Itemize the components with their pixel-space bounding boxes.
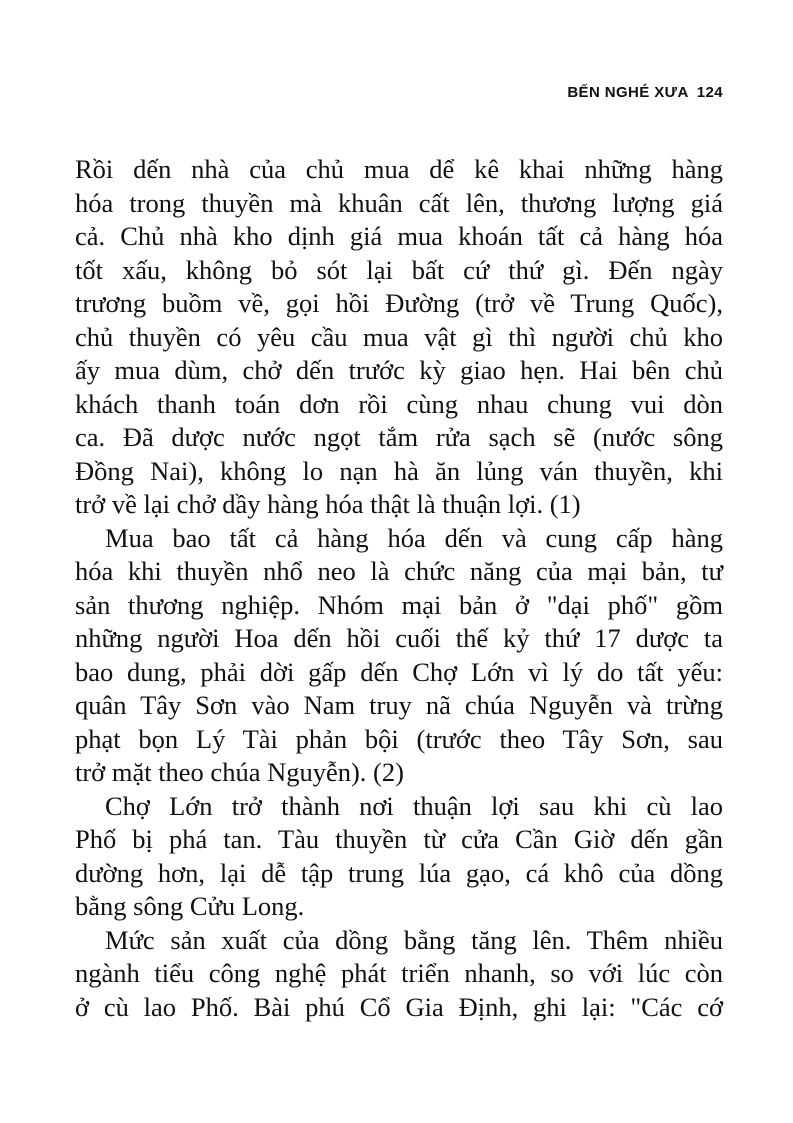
paragraph-1-line: ca. Đã dược nước ngọt tắm rửa sạch sẽ (nước sông	[75, 422, 723, 452]
body-text	[75, 153, 723, 1024]
paragraph-3-line: Chợ Lớn trở thành nơi thuận lợi sau khi cù lao	[105, 790, 723, 821]
paragraph-2-line: sản thương nghiệp. Nhóm mại bản ở "dại phố" gồm	[75, 589, 723, 620]
paragraph-4-line: ở cù lao Phố. Bài phú Cổ Gia Định, ghi lại: "Các cớ	[75, 991, 723, 1022]
paragraph-2-line: những người Hoa dến hồi cuối thế kỷ thứ 17 dược ta	[75, 623, 723, 653]
paragraph-2-line: phạt bọn Lý Tài phản bội (trước theo Tây Sơn, sau	[75, 723, 723, 754]
paragraph-3-line: bằng sông Cửu Long.	[75, 891, 305, 921]
paragraph-2-line: quân Tây Sơn vào Nam truy nã chúa Nguyễn và trừng	[75, 690, 723, 720]
paragraph-1-line: tốt xấu, không bỏ sót lại bất cứ thứ gì. Đến ngày	[75, 254, 723, 285]
paragraph-1-line: Đồng Nai), không lo nạn hà ăn lủng ván thuyền, khi	[75, 455, 723, 486]
paragraph-3-line: Phố bị phá tan. Tàu thuyền từ cửa Cần Giờ dến gần	[75, 824, 723, 854]
paragraph-2-line: Mua bao tất cả hàng hóa dến và cung cấp hàng	[105, 522, 723, 553]
paragraph-3-line: dường hơn, lại dễ tập trung lúa gạo, cá khô của dồng	[75, 857, 723, 888]
paragraph-1-line: chủ thuyền có yêu cầu mua vật gì thì người chủ kho	[75, 321, 723, 352]
paragraph-1-line: trương buồm về, gọi hồi Đường (trở về Trung Quốc),	[75, 288, 723, 318]
running-header	[567, 84, 723, 101]
paragraph-2-line: trở mặt theo chúa Nguyễn). (2)	[75, 757, 404, 787]
paragraph-1-line: cả. Chủ nhà kho dịnh giá mua khoán tất cả hàng hóa	[75, 221, 723, 251]
paragraph-1-line: Rồi dến nhà của chủ mua dể kê khai những hàng	[75, 154, 723, 184]
paragraph-4-line: ngành tiểu công nghệ phát triển nhanh, so với lúc còn	[75, 958, 723, 988]
running-title: BẾN NGHÉ XƯA	[567, 84, 689, 101]
paragraph-4-line: Mức sản xuất của dồng bằng tăng lên. Thêm nhiều	[105, 924, 723, 955]
page-number: 124	[696, 84, 723, 101]
paragraph-2-line: hóa khi thuyền nhổ neo là chức năng của mại bản, tư	[75, 556, 723, 586]
paragraph-2-line: bao dung, phải dời gấp dến Chợ Lớn vì lý do tất yếu:	[75, 656, 723, 687]
paragraph-1-line: hóa trong thuyền mà khuân cất lên, thương lượng giá	[75, 187, 723, 218]
paragraph-1-line: trở về lại chở dầy hàng hóa thật là thuận lợi. (1)	[75, 489, 581, 519]
paragraph-1-line: ấy mua dùm, chở dến trước kỳ giao hẹn. Hai bên chủ	[75, 355, 723, 385]
paragraph-1-line: khách thanh toán dơn rồi cùng nhau chung vui dòn	[75, 388, 723, 419]
